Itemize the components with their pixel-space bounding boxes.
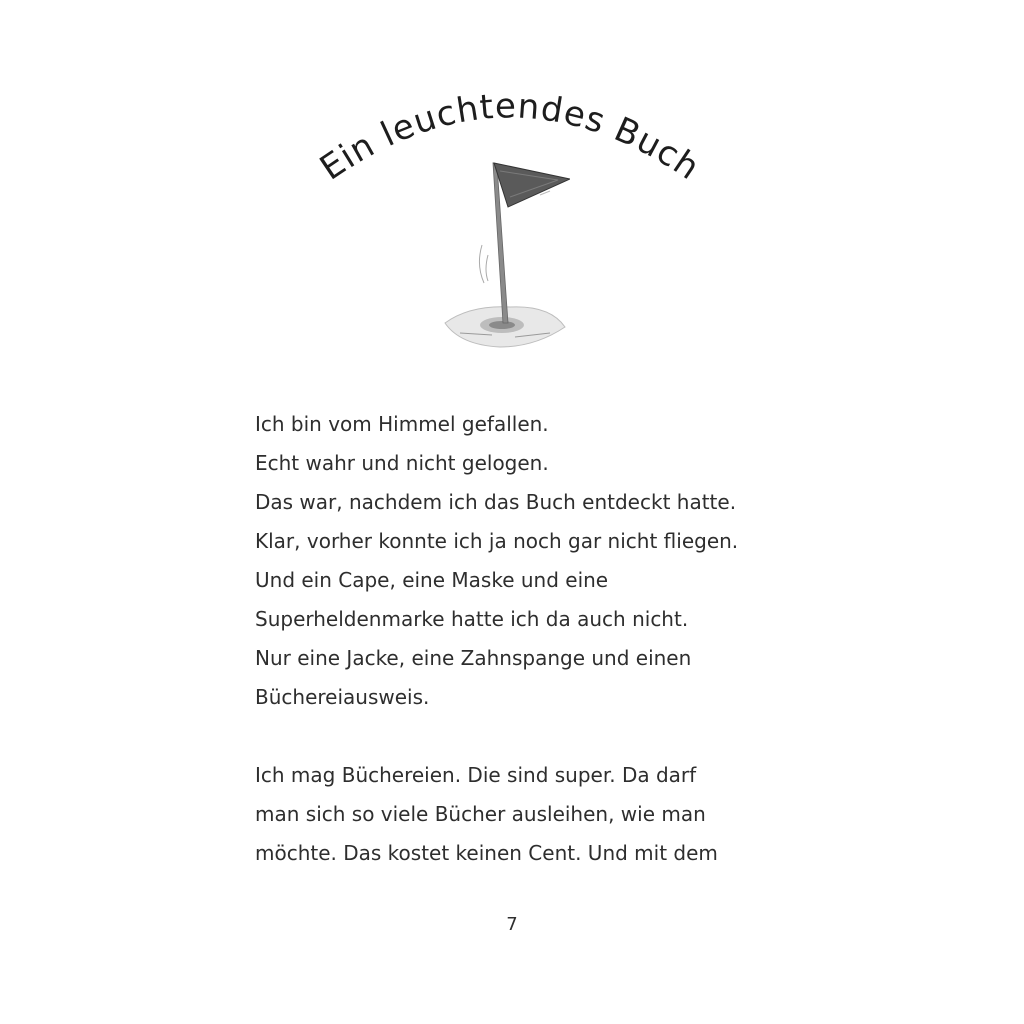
text-line: Nur eine Jacke, eine Zahnspange und einen: [255, 646, 692, 670]
text-line: Das war, nachdem ich das Buch entdeckt hatte.: [255, 490, 737, 514]
text-line: möchte. Das kostet keinen Cent. Und mit dem: [255, 841, 718, 865]
text-line: Klar, vorher konnte ich ja noch gar nicht fliegen.: [255, 529, 739, 553]
text-line: Büchereiausweis.: [255, 685, 430, 709]
story-text: [255, 405, 815, 873]
text-line: Echt wahr und nicht gelogen.: [255, 451, 549, 475]
paragraph: [255, 756, 815, 873]
page-number: 7: [506, 914, 518, 935]
paragraph: [255, 405, 815, 717]
text-line: Superheldenmarke hatte ich da auch nicht.: [255, 607, 689, 631]
chapter-title-textpath: Ein leuchtendes Buch: [313, 86, 707, 189]
text-line: Ich bin vom Himmel gefallen.: [255, 412, 549, 436]
text-line: Und ein Cape, eine Maske und eine: [255, 568, 609, 592]
golf-flag-icon: [440, 155, 570, 355]
text-line: man sich so viele Bücher ausleihen, wie man: [255, 802, 706, 826]
text-line: Ich mag Büchereien. Die sind super. Da darf: [255, 763, 697, 787]
paragraph-spacer: [255, 717, 815, 756]
